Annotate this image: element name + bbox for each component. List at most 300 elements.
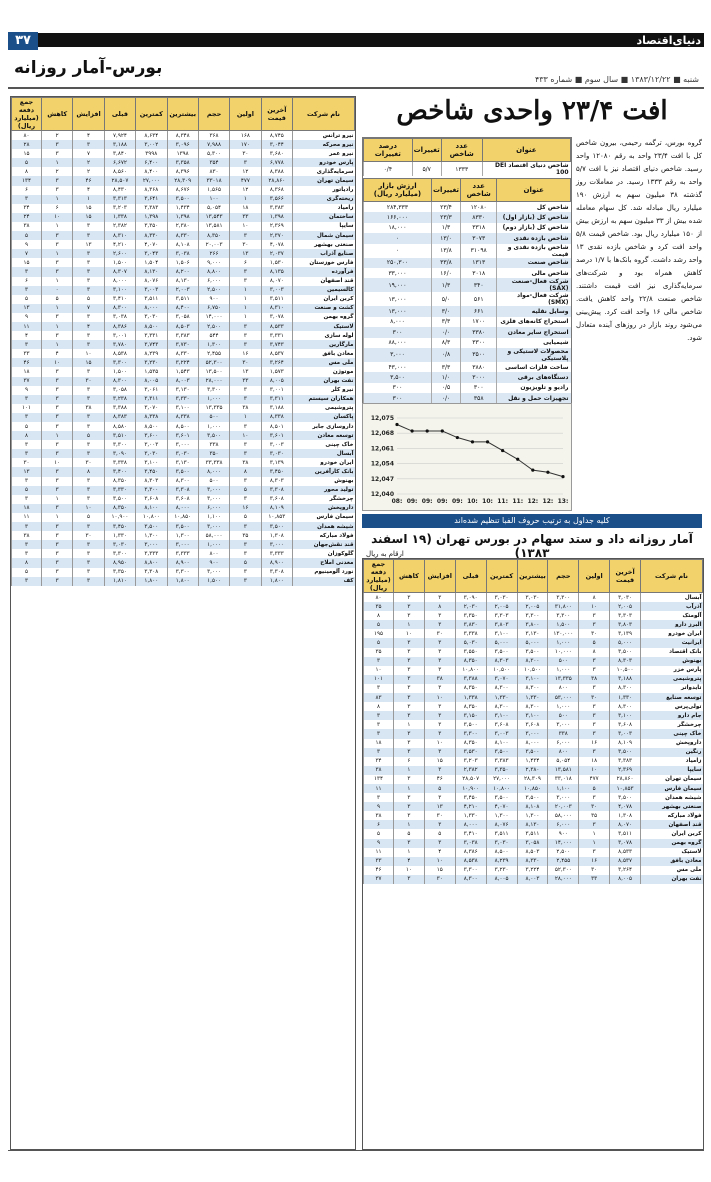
table-row xyxy=(12,349,355,358)
value-cell: ۳,۵۳۰ xyxy=(455,748,486,757)
value-cell: ۵ xyxy=(424,829,455,838)
value-cell: ۱۳۱۳ xyxy=(461,258,497,268)
value-cell: ۱ xyxy=(42,495,73,504)
value-cell: ۳,۵۰۰ xyxy=(167,467,198,476)
value-cell: ۱۳,۵۴۳ xyxy=(198,213,229,222)
value-cell: ۳ xyxy=(73,367,104,376)
value-cell: ۲ xyxy=(42,167,73,176)
value-cell: ۳۴۰ xyxy=(461,278,497,292)
value-cell: ۱,۳۳۰ xyxy=(517,693,548,702)
value-cell: ۵,۳۰۰ xyxy=(198,149,229,158)
value-cell: ۱ xyxy=(42,195,73,204)
value-cell: ۸۳ xyxy=(364,693,394,702)
value-cell: ۳,۰۰۱ xyxy=(261,386,292,395)
value-cell: ۸,۳۱۰ xyxy=(261,304,292,313)
value-cell: ۵/۰ xyxy=(431,292,460,306)
value-cell: ۳,۱۰۰ xyxy=(610,711,641,720)
value-cell: ۱/۳ xyxy=(431,223,460,233)
value-cell: ۳,۵۰۰ xyxy=(610,793,641,802)
value-cell: ۳,۸۰۰ xyxy=(517,620,548,629)
data-point xyxy=(516,458,519,461)
value-cell: ۱ xyxy=(230,313,261,322)
value-cell: ۱,۱۰۰ xyxy=(548,784,579,793)
value-cell: ۱۶ xyxy=(579,857,610,866)
value-cell: ۱۵ xyxy=(424,757,455,766)
value-cell: ۱۵ xyxy=(73,213,104,222)
value-cell: ۳ xyxy=(394,666,425,675)
value-cell: ۳۴ xyxy=(364,757,394,766)
value-cell: ۳,۰۹۰ xyxy=(104,449,135,458)
value-cell: ۳۳۰۰ xyxy=(461,338,497,348)
value-cell: ۱,۳۰۰ xyxy=(198,340,229,349)
value-cell: ۳ xyxy=(424,720,455,729)
value-cell: ۱۰ xyxy=(424,857,455,866)
value-cell: ۳ xyxy=(73,313,104,322)
value-cell: ۳,۰۳۰ xyxy=(261,449,292,458)
value-cell: ۳,۱۳۰ xyxy=(167,458,198,467)
value-cell: ۱,۰۰۰ xyxy=(548,666,579,675)
value-cell: ۳,۳۵۰ xyxy=(486,766,517,775)
value-cell: ۳,۰۰۰ xyxy=(167,540,198,549)
company-name-cell: سایپا xyxy=(293,222,355,231)
value-cell: ۱ xyxy=(73,195,104,204)
value-cell: ۳,۳۱۳ xyxy=(104,195,135,204)
value-cell: ۸,۰۰۰ xyxy=(455,820,486,829)
value-cell: ۳ xyxy=(424,839,455,848)
value-cell: ۸,۳۰۰ xyxy=(167,477,198,486)
value-cell: ۱۳۴ xyxy=(364,775,394,784)
value-cell: ۳ xyxy=(424,638,455,647)
value-cell: ۳,۰۳۰ xyxy=(104,540,135,549)
value-cell: ۸ xyxy=(579,593,610,603)
value-cell: ۱,۳۳۸ xyxy=(104,213,135,222)
value-cell: ۳,۵۱۱ xyxy=(261,295,292,304)
value-cell: ۳ xyxy=(394,793,425,802)
value-cell: ۱۲۰۸۰ xyxy=(461,202,497,213)
value-cell: ۳,۷۴۳ xyxy=(136,340,167,349)
table-row xyxy=(12,477,355,486)
company-name-cell: پتروشیمی xyxy=(293,404,355,413)
value-cell: ۳,۰۳۸ xyxy=(104,313,135,322)
value-cell: ۳ xyxy=(394,802,425,811)
x-tick-label: 12: xyxy=(542,498,554,505)
value-cell: ۸,۵۳۷ xyxy=(610,857,641,866)
value-cell: ۱۰ xyxy=(394,629,425,638)
value-cell: ۳ xyxy=(394,739,425,748)
value-cell: ۱۵ xyxy=(424,866,455,875)
table-row xyxy=(364,327,571,337)
value-cell: ۳ xyxy=(424,748,455,757)
value-cell: ۳,۵۱۱ xyxy=(610,829,641,838)
value-cell: ۱۰ xyxy=(394,866,425,875)
column-header: تغییرات xyxy=(412,139,441,162)
value-cell: ۳ xyxy=(42,504,73,513)
value-cell: ۳ xyxy=(12,195,42,204)
value-cell: ۳۵ xyxy=(364,602,394,611)
value-cell: ۳,۳۱۱ xyxy=(136,395,167,404)
value-cell: ۳ xyxy=(394,593,425,603)
value-cell: ۴۶ xyxy=(364,866,394,875)
value-cell: ۱ xyxy=(42,304,73,313)
value-cell: ۳,۵۶۶ xyxy=(261,195,292,204)
value-cell: ۳ xyxy=(394,684,425,693)
value-cell: ۳ xyxy=(42,367,73,376)
value-cell: ۳۳,۰۰۰ xyxy=(364,268,432,278)
value-cell: ۳,۵۰۰ xyxy=(261,522,292,531)
x-tick-label: 08: xyxy=(391,498,403,505)
data-point xyxy=(395,423,398,426)
value-cell: ۳۷ xyxy=(364,875,394,884)
value-cell: ۱ xyxy=(579,829,610,838)
value-cell: ۳ xyxy=(364,711,394,720)
value-cell: ۱۰ xyxy=(42,358,73,367)
value-cell: ۳ xyxy=(364,657,394,666)
value-cell: ۸,۱۳۵ xyxy=(261,267,292,276)
value-cell: ۱۶۶,۰۰۰ xyxy=(364,212,432,222)
value-cell: ۷ xyxy=(73,304,104,313)
value-cell: ۳,۵۰۰ xyxy=(455,720,486,729)
company-name-cell: نورد آلومینیوم xyxy=(293,568,355,577)
value-cell: ۱ xyxy=(230,304,261,313)
company-name-cell: گروه بهمن xyxy=(293,313,355,322)
value-cell: ۲۸,۸۶۰ xyxy=(610,775,641,784)
value-cell: ۹ xyxy=(12,386,42,395)
value-cell: ۶۶۱ xyxy=(461,306,497,316)
value-cell: ۲,۴۵۵ xyxy=(198,349,229,358)
value-cell: ۳,۵۰۰ xyxy=(517,793,548,802)
value-cell: ۲,۳۶۹ xyxy=(261,222,292,231)
value-cell: ۵ xyxy=(230,486,261,495)
value-cell: ۳ xyxy=(579,729,610,738)
value-cell: ۹۰۰ xyxy=(198,558,229,567)
value-cell: ۳,۰۰۰ xyxy=(517,729,548,738)
value-cell: ۳۶۸ xyxy=(198,131,229,141)
table-row xyxy=(364,739,703,748)
data-point xyxy=(561,475,564,478)
value-cell: ۵ xyxy=(12,231,42,240)
value-cell: ۱۰۱ xyxy=(12,404,42,413)
value-cell: ۲,۰۳۰ xyxy=(455,602,486,611)
value-cell: ۴,۲۱۰ xyxy=(455,802,486,811)
value-cell: ۳,۰۳۰ xyxy=(610,593,641,603)
value-cell: ۲,۳۶۹ xyxy=(610,766,641,775)
value-cell: ۸,۵۰۱ xyxy=(261,422,292,431)
value-cell: ۸,۳۸۶ xyxy=(104,322,135,331)
value-cell: ۳,۳۰۳ xyxy=(486,611,517,620)
value-cell: ۳ xyxy=(579,748,610,757)
value-cell: ۲,۰۰۳ xyxy=(167,286,198,295)
column-header: کاهش xyxy=(42,98,73,131)
value-cell: ۶ xyxy=(230,258,261,267)
value-cell: ۳ xyxy=(230,522,261,531)
value-cell: ۸,۵۰۰ xyxy=(136,322,167,331)
table-row xyxy=(12,386,355,395)
value-cell: ۳۸ xyxy=(12,222,42,231)
value-cell: ۸,۳۰۰ xyxy=(455,875,486,884)
value-cell: ۱,۵۳۵ xyxy=(136,367,167,376)
value-cell: ۶ xyxy=(42,204,73,213)
company-name-cell: شرکت‌ فعال-صنعت (SAX) xyxy=(497,278,571,292)
value-cell: ۳۰۰ xyxy=(461,383,497,393)
table-row xyxy=(12,295,355,304)
value-cell: ۳۰ xyxy=(424,875,455,884)
value-cell: ۱۳۳۳ xyxy=(441,162,482,177)
value-cell: ۳,۵۱۰ xyxy=(104,431,135,440)
company-name-cell: استخراج سایر معادن xyxy=(497,327,571,337)
value-cell: ۳ xyxy=(42,486,73,495)
top-bar xyxy=(8,33,704,47)
value-cell: ۳,۴۵۰ xyxy=(104,522,135,531)
value-cell: ۸,۳۳۸ xyxy=(167,413,198,422)
value-cell: ۸,۴۰۰ xyxy=(167,304,198,313)
value-cell: ۳ xyxy=(230,477,261,486)
value-cell: ۸,۵۳۸ xyxy=(455,857,486,866)
value-cell: ۳ xyxy=(230,422,261,431)
value-cell: ۰/۴ xyxy=(364,162,413,177)
value-cell: ۸,۵۶۰ xyxy=(104,167,135,176)
value-cell: ۱۳۴ xyxy=(12,176,42,185)
value-cell: ۵ xyxy=(73,295,104,304)
company-name-cell: خاک‌ چینی xyxy=(293,440,355,449)
value-cell: ۳ xyxy=(579,848,610,857)
value-cell: ۳,۳۰۰ xyxy=(548,593,579,603)
company-name-cell: قند نقش‌جهان xyxy=(293,540,355,549)
value-cell: ۳,۰۰۲ xyxy=(136,140,167,149)
value-cell: ۳,۰۰۳ xyxy=(136,286,167,295)
value-cell: ۱,۵۰۰ xyxy=(104,367,135,376)
table-row xyxy=(364,757,703,766)
value-cell: ۱,۳۰۰ xyxy=(167,531,198,540)
value-cell: ۳۳ xyxy=(230,377,261,386)
value-cell: ۱,۸۰۰ xyxy=(167,577,198,586)
value-cell: ۱۳,۵۸۱ xyxy=(548,766,579,775)
value-cell: ۵ xyxy=(394,829,425,838)
value-cell: ۸,۵۰۳ xyxy=(167,322,198,331)
value-cell: ۱,۸۰۰ xyxy=(136,577,167,586)
value-cell: ۱,۵۶۵ xyxy=(198,186,229,195)
value-cell: ۶,۰۰۰ xyxy=(198,277,229,286)
table-row xyxy=(364,875,703,884)
value-cell: ۳,۸۰۳ xyxy=(610,620,641,629)
value-cell: ۵ xyxy=(424,784,455,793)
company-name-cell: همکاران‌ سیستم xyxy=(293,395,355,404)
value-cell: ۳,۶۴۱ xyxy=(136,195,167,204)
headline: افت ۲۳/۴ واحدی شاخص xyxy=(396,96,668,126)
value-cell: ۲,۶۰۰ xyxy=(104,249,135,258)
value-cell: ۱۴,۰۰۰ xyxy=(198,313,229,322)
value-cell: ۱,۰۰۰ xyxy=(548,638,579,647)
value-cell: ۱۸,۰۰۰ xyxy=(364,223,432,233)
value-cell: ۶,۰۰۰ xyxy=(548,820,579,829)
value-cell: ۸۰۰ xyxy=(548,684,579,693)
company-name-cell: نیرو محرکه xyxy=(293,140,355,149)
column-header: افزایش xyxy=(73,98,104,131)
value-cell: ۳,۶۰۱ xyxy=(167,431,198,440)
value-cell: ۳ xyxy=(73,395,104,404)
table-row xyxy=(364,212,571,222)
table-row xyxy=(364,258,571,268)
value-cell: ۸,۳۰۳ xyxy=(261,477,292,486)
value-cell: ۶,۶۷۲ xyxy=(104,158,135,167)
company-name-cell: صنعتی‌ بهشهر xyxy=(293,240,355,249)
value-cell: ۳,۵۰۰ xyxy=(198,431,229,440)
value-cell: ۳۰۷۳ xyxy=(461,233,497,243)
section-title: بورس-آمار روزانه xyxy=(14,58,163,78)
value-cell: ۸,۵۳۳ xyxy=(261,322,292,331)
value-cell: ۰ xyxy=(364,244,432,258)
value-cell: ۳,۶۰۸ xyxy=(486,720,517,729)
value-cell: ۸,۳۵۰ xyxy=(104,504,135,513)
value-cell: ۳,۵۱۱ xyxy=(167,295,198,304)
company-name-cell: جام دارو xyxy=(641,711,703,720)
value-cell: ۱۶/۰ xyxy=(431,268,460,278)
value-cell: ۲۸۴,۳۳۳ xyxy=(364,202,432,213)
table-row xyxy=(12,467,355,476)
value-cell: ۱۵ xyxy=(12,149,42,158)
value-cell: ۳ xyxy=(73,540,104,549)
value-cell: ۱,۱۰۰ xyxy=(198,513,229,522)
value-cell: ۹۰۰ xyxy=(198,295,229,304)
value-cell: ۲۷,۰۰۰ xyxy=(486,775,517,784)
y-tick-label: 12,061 xyxy=(370,445,394,453)
company-name-cell: آلومتک xyxy=(641,611,703,620)
value-cell: ۱۳,۵۰۰ xyxy=(198,367,229,376)
value-cell: ۴۳,۰۰۰ xyxy=(364,362,432,372)
value-cell: ۳۸ xyxy=(12,531,42,540)
value-cell: ۸,۳۳۸ xyxy=(261,413,292,422)
value-cell: ۲۴ xyxy=(12,213,42,222)
value-cell: ۳ xyxy=(73,522,104,531)
value-cell: ۳۳۸ xyxy=(548,729,579,738)
value-cell: ۱۰ xyxy=(73,504,104,513)
value-cell: ۸,۰۰۵ xyxy=(486,875,517,884)
company-name-cell: محصولات لاستیکی و پلاستیکی xyxy=(497,348,571,362)
value-cell: ۳ xyxy=(73,231,104,240)
value-cell: ۱۳ xyxy=(12,304,42,313)
value-cell: ۳ xyxy=(42,540,73,549)
value-cell: ۱۳,۳۳۵ xyxy=(198,404,229,413)
value-cell: ۳ xyxy=(579,657,610,666)
value-cell: ۳,۱۳۰ xyxy=(517,629,548,638)
data-point xyxy=(426,429,429,432)
value-cell: ۳,۵۱۱ xyxy=(136,295,167,304)
company-name-cell: معادن‌ بافق xyxy=(641,857,703,866)
value-cell: ۸,۰۰۰ xyxy=(517,739,548,748)
column-header: حجم xyxy=(198,98,229,131)
table-row xyxy=(12,204,355,213)
value-cell: ۱۷۰۰ xyxy=(461,317,497,327)
value-cell: ۳ xyxy=(42,440,73,449)
value-cell: ۷,۹۲۴ xyxy=(104,131,135,141)
value-cell: ۱ xyxy=(394,848,425,857)
value-cell: ۱۰ xyxy=(579,602,610,611)
value-cell: ۱ xyxy=(230,413,261,422)
value-cell: ۴ xyxy=(394,857,425,866)
value-cell: ۱ xyxy=(394,820,425,829)
value-cell: ۳,۵۵۰ xyxy=(455,648,486,657)
value-cell: ۳ xyxy=(394,693,425,702)
value-cell: ۲۸,۰۰۰ xyxy=(548,875,579,884)
value-cell: ۵,۰۰۰ xyxy=(517,638,548,647)
value-cell: ۳,۴۵۰ xyxy=(455,793,486,802)
value-cell: ۵,۰۰۰ xyxy=(486,638,517,647)
company-name-cell: نفت‌ بهران xyxy=(293,377,355,386)
value-cell: ۳,۰۰۰ xyxy=(548,793,579,802)
value-cell: ۳ xyxy=(12,395,42,404)
value-cell: ۳,۵۰۰ xyxy=(610,648,641,657)
value-cell: ۱ xyxy=(579,839,610,848)
value-cell: ۳ xyxy=(424,729,455,738)
value-cell: ۲,۰۳۷ xyxy=(261,249,292,258)
value-cell: ۱,۳۳۰ xyxy=(610,693,641,702)
value-cell: ۳,۱۳۹ xyxy=(610,629,641,638)
column-header: قبلی xyxy=(455,560,486,593)
value-cell: ۰ xyxy=(364,233,432,243)
value-cell: ۱۰,۸۵۳ xyxy=(261,513,292,522)
value-cell: ۳۴ xyxy=(12,204,42,213)
value-cell: ۳,۳۵۰ xyxy=(455,611,486,620)
value-cell: ۱,۰۰۰ xyxy=(198,422,229,431)
company-name-cell: توسعه صنایع xyxy=(641,693,703,702)
value-cell: ۱,۳۳۸ xyxy=(455,693,486,702)
value-cell: ۹۰۰ xyxy=(548,829,579,838)
value-cell: ۵ xyxy=(364,620,394,629)
value-cell: ۳,۰۳۸ xyxy=(455,839,486,848)
table-row xyxy=(12,568,355,577)
value-cell: ۱۵ xyxy=(12,258,42,267)
value-cell: ۳ xyxy=(12,340,42,349)
value-cell: ۱ xyxy=(394,720,425,729)
value-cell: ۳,۰۳۸ xyxy=(167,249,198,258)
table-row xyxy=(364,811,703,820)
value-cell: ۳,۰۳۰ xyxy=(486,839,517,848)
value-cell: ۳ xyxy=(42,258,73,267)
company-name-cell: پارس خزر xyxy=(641,666,703,675)
value-cell: ۳ xyxy=(73,413,104,422)
table-row xyxy=(12,449,355,458)
value-cell: ۳,۶۰۸ xyxy=(261,495,292,504)
value-cell: ۸,۶۷۶ xyxy=(167,186,198,195)
value-cell: ۳ xyxy=(230,231,261,240)
value-cell: ۱۶۸ xyxy=(230,131,261,141)
x-tick-label: 09: xyxy=(451,498,463,505)
value-cell: ۴ xyxy=(73,131,104,141)
value-cell: ۸۰ xyxy=(364,593,394,603)
table-row xyxy=(364,306,571,316)
value-cell: ۱۰ xyxy=(42,458,73,467)
value-cell: ۳ xyxy=(73,340,104,349)
value-cell: ۸,۰۷۶ xyxy=(486,820,517,829)
value-cell: ۱,۳۳۰ xyxy=(455,811,486,820)
value-cell: ۳ xyxy=(230,577,261,586)
value-cell: ۳۰ xyxy=(579,693,610,702)
value-cell: ۱۰,۸۵۳ xyxy=(610,784,641,793)
value-cell: ۳۵۴ xyxy=(198,158,229,167)
value-cell: ۱,۳۰۰ xyxy=(486,811,517,820)
company-name-cell: البرز دارو xyxy=(641,620,703,629)
company-name-cell: شاخص کل xyxy=(497,202,571,213)
value-cell: ۱ xyxy=(42,249,73,258)
value-cell: ۸,۳۶۸ xyxy=(261,186,292,195)
value-cell: ۸,۰۰۵ xyxy=(136,377,167,386)
value-cell: ۳,۳۳۰ xyxy=(167,395,198,404)
company-name-cell: بهنوش xyxy=(641,657,703,666)
article-text: گروه بورس، ترگمه رحیمی، بیرون شاخص کل با افت ۲۳/۴ واحد به رقم ۱۲۰۸۰ واحد رسید. شاخص دنیای اقتصاد نیز با افت ۵/۷ واحد به رقم ۱۳۳۳ رسید. در معاملات روز گذشته ۳۸ میلیون سهم به ارزش ۱۹۰ میلیارد ریال مبادله شد. کل سهام معامله شده بیش از ۳۳ میلیون سهم به ارزش بیش از ۱۵۰ میلیارد ریال بود. شاخص قیمت ۵/۸ واحد افت کرد و شاخص بازده نقدی ۱۳ واحد رشد داشت. گروه بانک‌ها با ۱/۷ درصد کاهش همراه بود و شرکت‌های سرمایه‌گذاری نیز افت قیمت داشتند. شاخص صنعت ۲۲/۸ واحد کاهش یافت. شاخص مالی ۱۶ واحد افت کرد. پیش‌بینی می‌شود روند بازار در روزهای آینده متعادل شود. xyxy=(576,139,703,342)
table-row xyxy=(12,158,355,167)
column-header: اولین xyxy=(230,98,261,131)
value-cell: ۳۳۱۸ xyxy=(461,223,497,233)
value-cell: ۱۸ xyxy=(12,504,42,513)
